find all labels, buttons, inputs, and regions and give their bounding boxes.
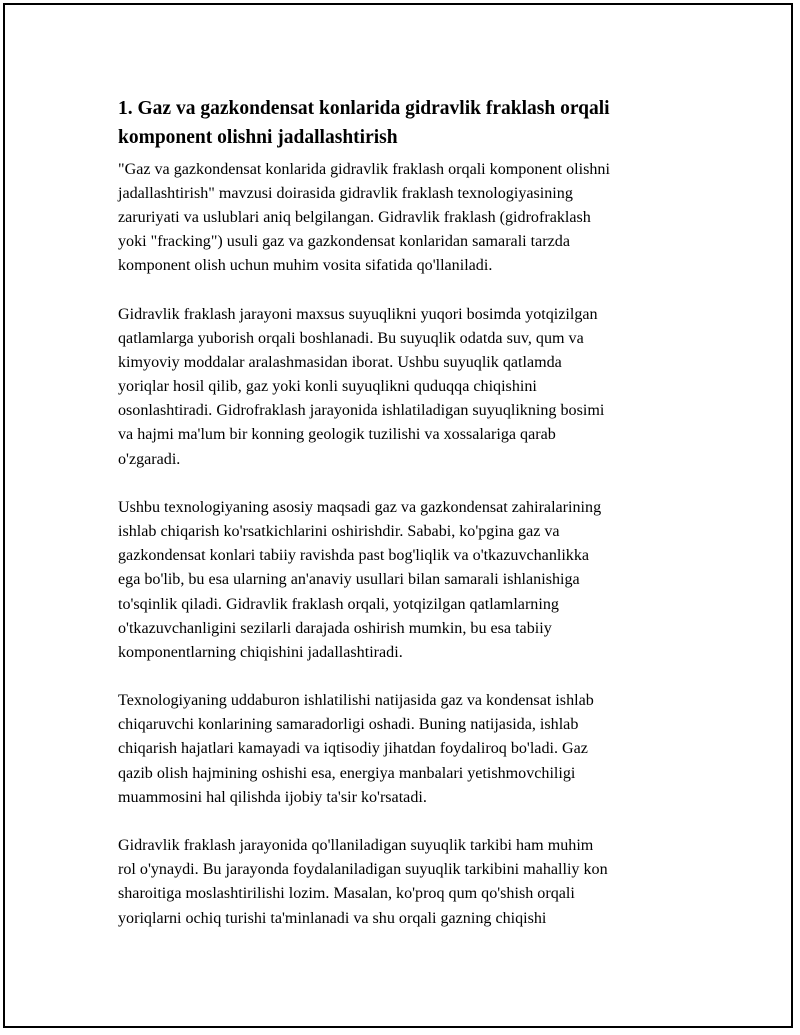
paragraph-3: Ushbu texnologiyaning asosiy maqsadi gaz va gazkondensat zahiralarining ishlab chiqarish ko'rsatkichlarini oshirishdir. Sababi, ko'pgina gaz va gazkondensat konlari tabiiy ravishda past bog'liqlik va o'tkazuvchanlikka ega bo'lib, bu esa ularning an'anaviy usullari bilan samarali ishlanishiga to'sqinlik qiladi. Gidravlik fraklash orqali, yotqizilgan qatlamlarning o'tkazuvchanligini sezilarli darajada oshirish mumkin, bu esa tabiiy komponentlarning chiqishini jadallashtiradi. [118,499,602,661]
document-body [118,94,684,955]
section-title: 1. Gaz va gazkondensat konlarida gidravlik fraklash orqali komponent olishni jadallashtirish [118,98,610,148]
paragraph-5: Gidravlik fraklash jarayonida qo'llaniladigan suyuqlik tarkibi ham muhim rol o'ynaydi. Bu jarayonda foydalaniladigan suyuqlik tarkibini mahalliy kon sharoitiga moslashtirilishi lozim. Masalan, ko'proq qum qo'shish orqali yoriqlarni ochiq turishi ta'minlanadi va shu orqali gazning chiqishi [118,837,608,927]
paragraph-4: Texnologiyaning uddaburon ishlatilishi natijasida gaz va kondensat ishlab chiqaruvchi konlarining samaradorligi oshadi. Buning natijasida, ishlab chiqarish hajatlari kamayadi va iqtisodiy jihatdan foydaliroq bo'ladi. Gaz qazib olish hajmining oshishi esa, energiya manbalari yetishmovchiligi muammosini hal qilishda ijobiy ta'sir ko'rsatadi. [118,692,594,806]
paragraph-2: Gidravlik fraklash jarayoni maxsus suyuqlikni yuqori bosimda yotqizilgan qatlamlarga yuborish orqali boshlanadi. Bu suyuqlik odatda suv, qum va kimyoviy moddalar aralashmasidan iborat. Ushbu suyuqlik qatlamda yoriqlar hosil qilib, gaz yoki konli suyuqlikni quduqqa chiqishini osonlashtiradi. Gidrofraklash jarayonida ishlatiladigan suyuqlikning bosimi va hajmi ma'lum bir konning geologik tuzilishi va xossalariga qarab o'zgaradi. [118,305,605,468]
paragraph-1: "Gaz va gazkondensat konlarida gidravlik fraklash orqali komponent olishni jadallashtirish" mavzusi doirasida gidravlik fraklash texnologiyasining zaruriyati va uslublari aniq belgilangan. Gidravlik fraklash (gidrofraklash yoki "fracking") usuli gaz va gazkondensat konlaridan samarali tarzda komponent olish uchun muhim vosita sifatida qo'llaniladi. [118,161,610,275]
